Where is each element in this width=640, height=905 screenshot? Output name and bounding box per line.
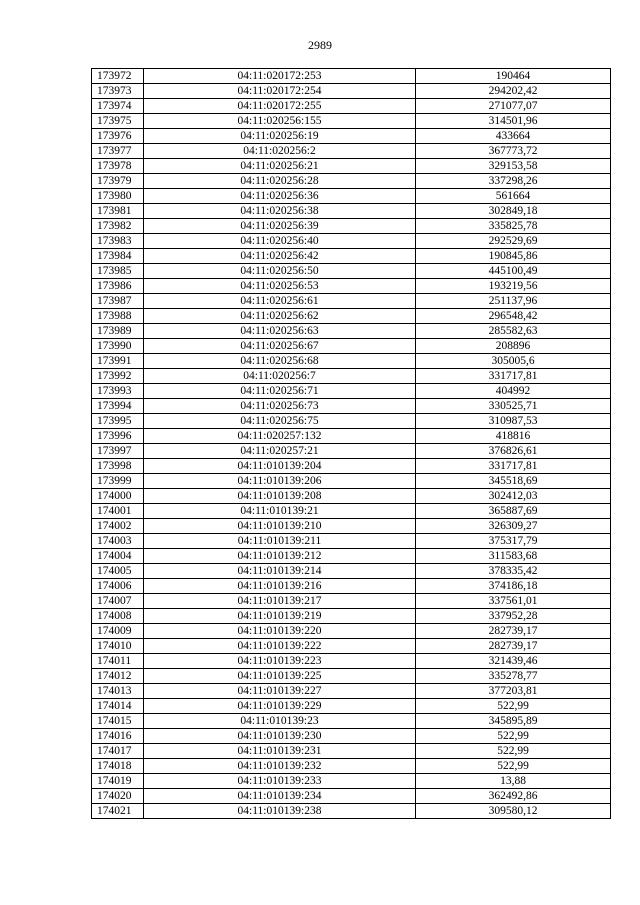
cadastral-value-cell: 337952,28 <box>416 609 611 624</box>
table-row <box>92 204 611 219</box>
cadastral-number-cell: 04:11:010139:223 <box>144 654 416 669</box>
table-row <box>92 639 611 654</box>
table-row <box>92 414 611 429</box>
cadastral-value-cell: 375317,79 <box>416 534 611 549</box>
cadastral-number-cell: 04:11:020172:255 <box>144 99 416 114</box>
row-number-cell: 174012 <box>92 669 144 684</box>
row-number-cell: 173989 <box>92 324 144 339</box>
cadastral-value-cell: 335825,78 <box>416 219 611 234</box>
row-number-cell: 174003 <box>92 534 144 549</box>
cadastral-value-cell: 321439,46 <box>416 654 611 669</box>
cadastral-number-cell: 04:11:010139:222 <box>144 639 416 654</box>
row-number-cell: 174017 <box>92 744 144 759</box>
row-number-cell: 173986 <box>92 279 144 294</box>
row-number-cell: 173975 <box>92 114 144 129</box>
row-number-cell: 173985 <box>92 264 144 279</box>
row-number-cell: 173980 <box>92 189 144 204</box>
cadastral-number-cell: 04:11:010139:206 <box>144 474 416 489</box>
cadastral-number-cell: 04:11:010139:227 <box>144 684 416 699</box>
cadastral-value-cell: 282739,17 <box>416 639 611 654</box>
cadastral-value-cell: 330525,71 <box>416 399 611 414</box>
table-row <box>92 174 611 189</box>
row-number-cell: 173984 <box>92 249 144 264</box>
cadastral-value-cell: 522,99 <box>416 759 611 774</box>
cadastral-value-cell: 302412,03 <box>416 489 611 504</box>
cadastral-number-cell: 04:11:010139:231 <box>144 744 416 759</box>
row-number-cell: 174001 <box>92 504 144 519</box>
cadastral-value-cell: 193219,56 <box>416 279 611 294</box>
cadastral-value-table <box>91 68 611 819</box>
cadastral-value-cell: 314501,96 <box>416 114 611 129</box>
table-row <box>92 444 611 459</box>
row-number-cell: 174020 <box>92 789 144 804</box>
row-number-cell: 173998 <box>92 459 144 474</box>
cadastral-value-cell: 190845,86 <box>416 249 611 264</box>
cadastral-number-cell: 04:11:010139:238 <box>144 804 416 819</box>
row-number-cell: 173978 <box>92 159 144 174</box>
cadastral-number-cell: 04:11:010139:217 <box>144 594 416 609</box>
cadastral-value-cell: 433664 <box>416 129 611 144</box>
cadastral-value-cell: 522,99 <box>416 729 611 744</box>
cadastral-value-cell: 561664 <box>416 189 611 204</box>
table-row <box>92 654 611 669</box>
cadastral-number-cell: 04:11:020256:21 <box>144 159 416 174</box>
table-row <box>92 159 611 174</box>
row-number-cell: 173993 <box>92 384 144 399</box>
cadastral-value-cell: 305005,6 <box>416 354 611 369</box>
cadastral-value-cell: 326309,27 <box>416 519 611 534</box>
cadastral-value-cell: 282739,17 <box>416 624 611 639</box>
row-number-cell: 173990 <box>92 339 144 354</box>
row-number-cell: 173994 <box>92 399 144 414</box>
cadastral-number-cell: 04:11:020257:21 <box>144 444 416 459</box>
cadastral-value-cell: 292529,69 <box>416 234 611 249</box>
cadastral-number-cell: 04:11:020256:73 <box>144 399 416 414</box>
table-row <box>92 309 611 324</box>
row-number-cell: 173981 <box>92 204 144 219</box>
cadastral-value-cell: 345518,69 <box>416 474 611 489</box>
table-row <box>92 69 611 84</box>
table-row <box>92 264 611 279</box>
table-row <box>92 429 611 444</box>
cadastral-number-cell: 04:11:020256:53 <box>144 279 416 294</box>
cadastral-number-cell: 04:11:010139:234 <box>144 789 416 804</box>
table-row <box>92 564 611 579</box>
row-number-cell: 174008 <box>92 609 144 624</box>
cadastral-number-cell: 04:11:020172:253 <box>144 69 416 84</box>
cadastral-number-cell: 04:11:020256:61 <box>144 294 416 309</box>
table-row <box>92 729 611 744</box>
row-number-cell: 174011 <box>92 654 144 669</box>
cadastral-number-cell: 04:11:020256:19 <box>144 129 416 144</box>
table-row <box>92 789 611 804</box>
cadastral-value-cell: 522,99 <box>416 744 611 759</box>
cadastral-value-cell: 294202,42 <box>416 84 611 99</box>
table-row <box>92 684 611 699</box>
cadastral-number-cell: 04:11:020256:38 <box>144 204 416 219</box>
table-row <box>92 624 611 639</box>
table-row <box>92 144 611 159</box>
cadastral-value-cell: 445100,49 <box>416 264 611 279</box>
cadastral-value-cell: 208896 <box>416 339 611 354</box>
row-number-cell: 173973 <box>92 84 144 99</box>
row-number-cell: 174016 <box>92 729 144 744</box>
cadastral-number-cell: 04:11:020256:28 <box>144 174 416 189</box>
table-row <box>92 384 611 399</box>
row-number-cell: 173988 <box>92 309 144 324</box>
cadastral-number-cell: 04:11:010139:214 <box>144 564 416 579</box>
table-row <box>92 714 611 729</box>
cadastral-value-cell: 190464 <box>416 69 611 84</box>
table-row <box>92 534 611 549</box>
cadastral-value-cell: 311583,68 <box>416 549 611 564</box>
cadastral-value-cell: 310987,53 <box>416 414 611 429</box>
cadastral-number-cell: 04:11:020256:71 <box>144 384 416 399</box>
cadastral-value-cell: 285582,63 <box>416 324 611 339</box>
cadastral-value-cell: 376826,61 <box>416 444 611 459</box>
cadastral-value-cell: 337561,01 <box>416 594 611 609</box>
table-row <box>92 189 611 204</box>
cadastral-number-cell: 04:11:010139:21 <box>144 504 416 519</box>
row-number-cell: 173992 <box>92 369 144 384</box>
cadastral-number-cell: 04:11:010139:216 <box>144 579 416 594</box>
table-row <box>92 804 611 819</box>
row-number-cell: 174007 <box>92 594 144 609</box>
row-number-cell: 173976 <box>92 129 144 144</box>
row-number-cell: 174019 <box>92 774 144 789</box>
table-row <box>92 774 611 789</box>
cadastral-value-cell: 378335,42 <box>416 564 611 579</box>
table-body <box>92 69 611 819</box>
row-number-cell: 173974 <box>92 99 144 114</box>
cadastral-number-cell: 04:11:010139:230 <box>144 729 416 744</box>
table-row <box>92 369 611 384</box>
cadastral-number-cell: 04:11:010139:229 <box>144 699 416 714</box>
cadastral-number-cell: 04:11:020256:68 <box>144 354 416 369</box>
row-number-cell: 174006 <box>92 579 144 594</box>
cadastral-number-cell: 04:11:010139:212 <box>144 549 416 564</box>
table-row <box>92 234 611 249</box>
table-row <box>92 549 611 564</box>
cadastral-value-cell: 345895,89 <box>416 714 611 729</box>
cadastral-number-cell: 04:11:020256:40 <box>144 234 416 249</box>
row-number-cell: 174005 <box>92 564 144 579</box>
cadastral-number-cell: 04:11:020256:75 <box>144 414 416 429</box>
row-number-cell: 173987 <box>92 294 144 309</box>
cadastral-value-cell: 374186,18 <box>416 579 611 594</box>
cadastral-number-cell: 04:11:020257:132 <box>144 429 416 444</box>
row-number-cell: 174004 <box>92 549 144 564</box>
cadastral-value-cell: 362492,86 <box>416 789 611 804</box>
cadastral-value-cell: 404992 <box>416 384 611 399</box>
row-number-cell: 173983 <box>92 234 144 249</box>
row-number-cell: 173982 <box>92 219 144 234</box>
row-number-cell: 174010 <box>92 639 144 654</box>
cadastral-value-cell: 337298,26 <box>416 174 611 189</box>
cadastral-number-cell: 04:11:010139:225 <box>144 669 416 684</box>
row-number-cell: 174009 <box>92 624 144 639</box>
cadastral-value-cell: 251137,96 <box>416 294 611 309</box>
row-number-cell: 174013 <box>92 684 144 699</box>
cadastral-value-cell: 13,88 <box>416 774 611 789</box>
table-row <box>92 579 611 594</box>
cadastral-value-cell: 367773,72 <box>416 144 611 159</box>
cadastral-number-cell: 04:11:010139:219 <box>144 609 416 624</box>
page-number: 2989 <box>308 38 332 52</box>
cadastral-value-cell: 296548,42 <box>416 309 611 324</box>
cadastral-value-cell: 309580,12 <box>416 804 611 819</box>
table-row <box>92 294 611 309</box>
table-row <box>92 114 611 129</box>
cadastral-number-cell: 04:11:020256:2 <box>144 144 416 159</box>
table-row <box>92 489 611 504</box>
cadastral-number-cell: 04:11:020256:7 <box>144 369 416 384</box>
table-row <box>92 519 611 534</box>
cadastral-value-cell: 331717,81 <box>416 369 611 384</box>
cadastral-value-cell: 302849,18 <box>416 204 611 219</box>
cadastral-number-cell: 04:11:020172:254 <box>144 84 416 99</box>
table-row <box>92 129 611 144</box>
cadastral-number-cell: 04:11:010139:23 <box>144 714 416 729</box>
table-row <box>92 399 611 414</box>
row-number-cell: 174018 <box>92 759 144 774</box>
cadastral-value-cell: 418816 <box>416 429 611 444</box>
table-row <box>92 84 611 99</box>
table-row <box>92 744 611 759</box>
table-row <box>92 699 611 714</box>
cadastral-number-cell: 04:11:020256:42 <box>144 249 416 264</box>
row-number-cell: 173995 <box>92 414 144 429</box>
cadastral-number-cell: 04:11:020256:62 <box>144 309 416 324</box>
cadastral-number-cell: 04:11:010139:232 <box>144 759 416 774</box>
row-number-cell: 174015 <box>92 714 144 729</box>
row-number-cell: 174002 <box>92 519 144 534</box>
table-row <box>92 354 611 369</box>
cadastral-number-cell: 04:11:010139:220 <box>144 624 416 639</box>
row-number-cell: 173997 <box>92 444 144 459</box>
table-row <box>92 249 611 264</box>
cadastral-value-cell: 271077,07 <box>416 99 611 114</box>
table-row <box>92 759 611 774</box>
row-number-cell: 173977 <box>92 144 144 159</box>
cadastral-number-cell: 04:11:010139:210 <box>144 519 416 534</box>
row-number-cell: 174021 <box>92 804 144 819</box>
table-row <box>92 459 611 474</box>
row-number-cell: 173991 <box>92 354 144 369</box>
row-number-cell: 173996 <box>92 429 144 444</box>
table-row <box>92 609 611 624</box>
cadastral-value-cell: 522,99 <box>416 699 611 714</box>
table-row <box>92 474 611 489</box>
table-row <box>92 339 611 354</box>
cadastral-number-cell: 04:11:010139:208 <box>144 489 416 504</box>
cadastral-number-cell: 04:11:020256:63 <box>144 324 416 339</box>
cadastral-value-cell: 335278,77 <box>416 669 611 684</box>
table-row <box>92 594 611 609</box>
table-row <box>92 279 611 294</box>
cadastral-value-cell: 377203,81 <box>416 684 611 699</box>
row-number-cell: 174000 <box>92 489 144 504</box>
table-row <box>92 219 611 234</box>
row-number-cell: 174014 <box>92 699 144 714</box>
row-number-cell: 173999 <box>92 474 144 489</box>
table-row <box>92 99 611 114</box>
cadastral-number-cell: 04:11:020256:36 <box>144 189 416 204</box>
row-number-cell: 173972 <box>92 69 144 84</box>
cadastral-value-cell: 329153,58 <box>416 159 611 174</box>
table-row <box>92 669 611 684</box>
cadastral-number-cell: 04:11:020256:155 <box>144 114 416 129</box>
cadastral-number-cell: 04:11:010139:204 <box>144 459 416 474</box>
cadastral-value-cell: 365887,69 <box>416 504 611 519</box>
cadastral-number-cell: 04:11:020256:50 <box>144 264 416 279</box>
table-row <box>92 324 611 339</box>
cadastral-number-cell: 04:11:020256:67 <box>144 339 416 354</box>
cadastral-number-cell: 04:11:020256:39 <box>144 219 416 234</box>
row-number-cell: 173979 <box>92 174 144 189</box>
cadastral-value-cell: 331717,81 <box>416 459 611 474</box>
cadastral-number-cell: 04:11:010139:211 <box>144 534 416 549</box>
cadastral-number-cell: 04:11:010139:233 <box>144 774 416 789</box>
table-row <box>92 504 611 519</box>
